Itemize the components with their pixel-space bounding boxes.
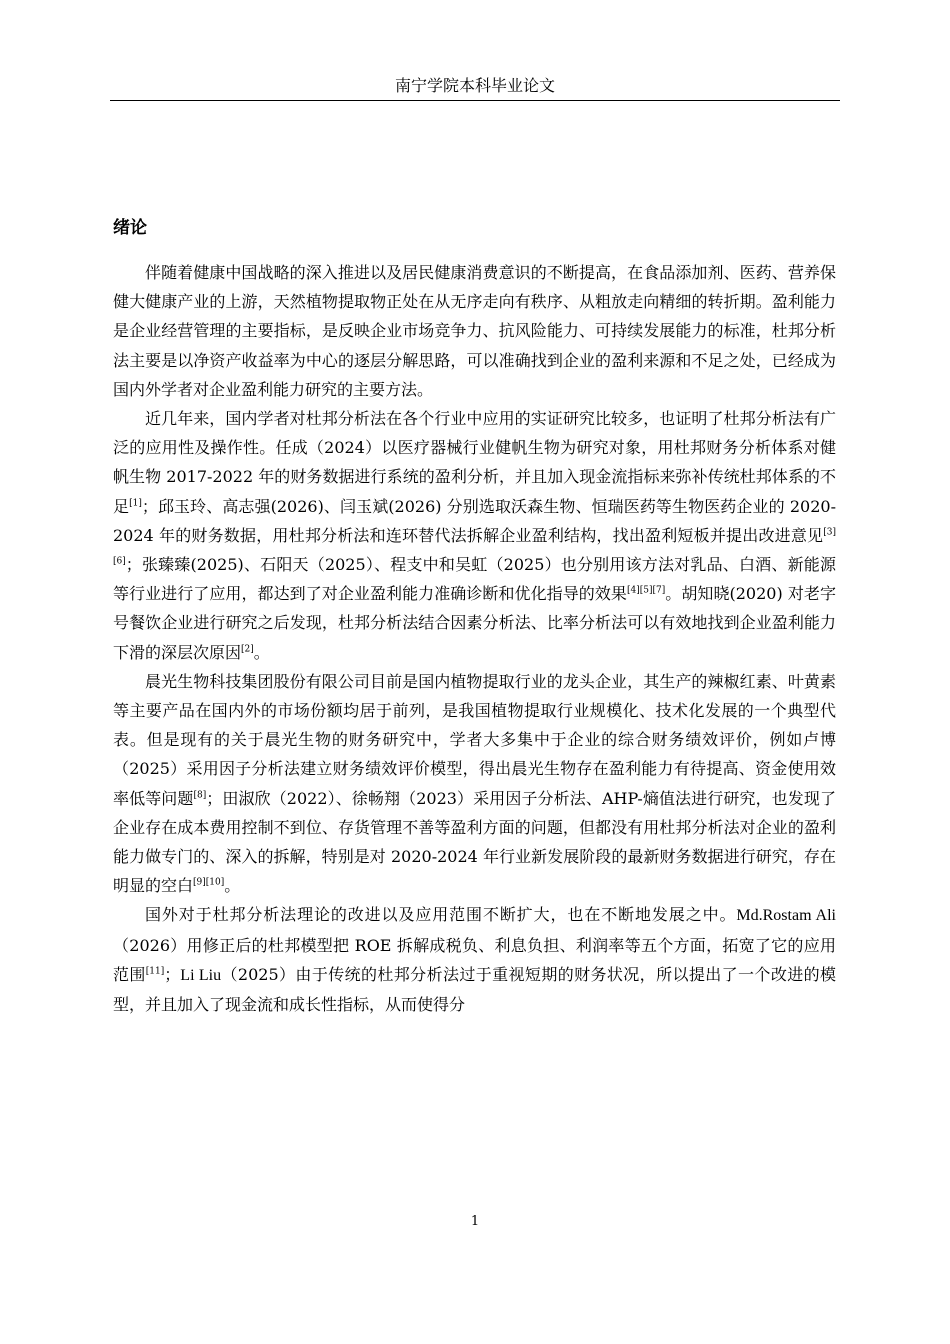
citation: [8] [193, 790, 207, 801]
body-text [113, 258, 836, 1019]
paragraph-2-segment: 近几年来，国内学者对杜邦分析法在各个行业中应用的实证研究比较多，也证明了杜邦分析法有广泛的应用性及操作性。任成（2024）以医疗器械行业健帆生物为研究对象，用杜邦财务分析体系对健帆生物 2017-2022 年的财务数据进行系统的盈利分析，并且加入现金流指标来弥补传统杜邦体系的不足 [113, 409, 836, 516]
citation: [11] [145, 966, 165, 977]
paragraph-4-segment: （2026）用修正后的杜邦模型把 ROE 拆解成税负、利息负担、利润率等五个方面，拓宽了它的应用范围 [113, 935, 836, 984]
paragraph-2-segment: ；邱玉玲、高志强(2026)、闫玉斌(2026) 分别选取沃森生物、恒瑞医药等生物医药企业的 2020-2024 年的财务数据，用杜邦分析法和连环替代法拆解企业盈利结构，找出盈利短板并提出改进意见 [113, 496, 836, 545]
author-name: Md.Rostam Ali [736, 907, 836, 925]
header-rule [110, 100, 840, 101]
paragraph-4-segment: ； [164, 964, 181, 984]
paragraph-2-segment: ；张臻臻(2025)、石阳天（2025）、程支中和吴虹（2025）也分别用该方法对乳品、白酒、新能源等行业进行了应用，都达到了对企业盈利能力准确诊断和优化指导的效果 [113, 555, 836, 604]
paragraph-1-text: 伴随着健康中国战略的深入推进以及居民健康消费意识的不断提高，在食品添加剂、医药、营养保健大健康产业的上游，天然植物提取物正处在从无序走向有秩序、从粗放走向精细的转折期。盈利能力是企业经营管理的主要指标，是反映企业市场竞争力、抗风险能力、可持续发展能力的标准，杜邦分析法主要是以净资产收益率为中心的逐层分解思路，可以准确找到企业的盈利来源和不足之处，已经成为国内外学者对企业盈利能力研究的主要方法。 [113, 263, 836, 399]
page-number: 1 [470, 1214, 480, 1229]
author-name: Li Liu [180, 966, 222, 984]
paragraph-2 [113, 404, 836, 667]
paragraph-4-segment: 国外对于杜邦分析法理论的改进以及应用范围不断扩大，也在不断地发展之中。 [145, 905, 737, 925]
paragraph-3-segment: ；田淑欣（2022）、徐畅翔（2023）采用因子分析法、AHP-熵值法进行研究，也发现了企业存在成本费用控制不到位、存货管理不善等盈利方面的问题，但都没有用杜邦分析法对企业的盈利能力做专门的、深入的拆解，特别是对 2020-2024 年行业新发展阶段的最新财务数据进行研究，存在明显的空白 [113, 788, 836, 896]
paragraph-4-segment: （2025）由于传统的杜邦分析法过于重视短期的财务状况，所以提出了一个改进的模型，并且加入了现金流和成长性指标，从而使得分 [113, 964, 836, 1015]
citation: [3][6] [113, 527, 836, 567]
paragraph-3-segment: 晨光生物科技集团股份有限公司目前是国内植物提取行业的龙头企业，其生产的辣椒红素、叶黄素等主要产品在国内外的市场份额均居于前列，是我国植物提取行业规模化、技术化发展的一个典型代表。但是现有的关于晨光生物的财务研究中，学者大多集中于企业的综合财务绩效评价，例如卢博（2025）采用因子分析法建立财务绩效评价模型，得出晨光生物存在盈利能力有待提高、资金使用效率低等问题 [113, 671, 836, 808]
paragraph-2-segment: 。 [253, 642, 270, 662]
paragraph-3-segment: 。 [224, 876, 241, 896]
citation: [9][10] [193, 877, 225, 888]
citation: [2] [241, 644, 254, 655]
citation: [4][5][7] [626, 585, 666, 596]
paragraph-4 [113, 900, 836, 1019]
paragraph-2-segment: 。胡知晓(2020) 对老字号餐饮企业进行研究之后发现，杜邦分析法结合因素分析法、比率分析法可以有效地找到企业盈利能力下滑的深层次原因 [113, 584, 836, 662]
paragraph-3 [113, 667, 836, 901]
section-title: 绪论 [113, 218, 147, 238]
citation: [1] [129, 498, 142, 509]
page-header: 南宁学院本科毕业论文 [394, 76, 555, 95]
paragraph-1 [113, 258, 836, 404]
